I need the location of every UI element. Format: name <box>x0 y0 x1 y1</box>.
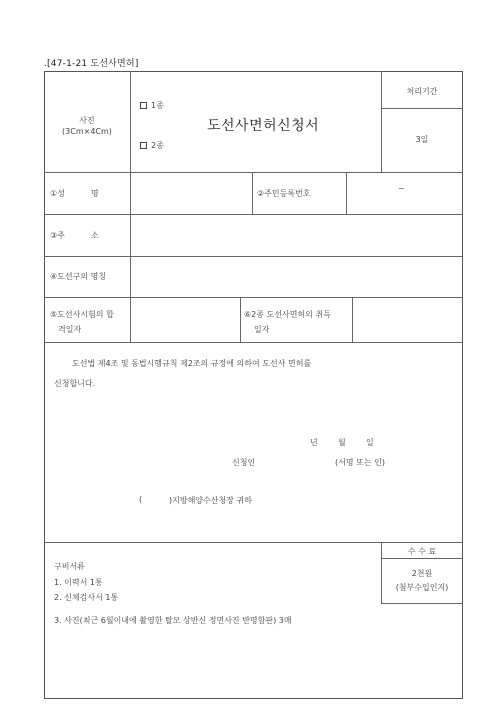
processing-label: 처리기간 <box>406 87 438 96</box>
form-frame <box>44 71 463 699</box>
checkbox-icon <box>140 142 147 149</box>
divider <box>44 172 463 173</box>
divider <box>44 542 463 543</box>
photo-size: (3Cm×4Cm) <box>62 127 112 136</box>
addressee-office-input[interactable] <box>145 492 169 506</box>
divider <box>346 172 347 214</box>
name-label: ①성 명 <box>50 189 99 198</box>
resident-no-label: ②주민등록번호 <box>257 189 311 198</box>
docs-title: 구비서류 <box>54 562 85 571</box>
doc-item-2: 2. 신체검사서 1통 <box>54 593 119 602</box>
license-date-label: ⑥2종 도선사면허의 취득 일자 <box>244 310 331 334</box>
processing-value: 3일 <box>415 135 429 144</box>
divider <box>381 108 463 109</box>
address-label: ③주 소 <box>50 231 99 240</box>
resident-no-field[interactable]: ~ <box>398 184 405 193</box>
pilot-area-label: ④도선구의 명칭 <box>50 272 107 281</box>
form-reference: .[47-1-21 도선사면허] <box>44 59 139 69</box>
addressee: )지방해양수산청장 귀하 <box>169 496 252 505</box>
signature-note: (서명 또는 인) <box>335 458 385 467</box>
fee-label: 수 수 료 <box>407 547 437 556</box>
exam-pass-date-label: ⑤도선사시험의 합 격일자 <box>50 310 114 334</box>
divider <box>381 603 463 604</box>
doc-item-1: 1. 이력서 1통 <box>54 578 103 587</box>
fee-amount: 2천원 <box>411 569 433 578</box>
pilot-area-field[interactable] <box>131 257 462 296</box>
divider <box>252 172 253 214</box>
option-1-checkbox[interactable]: 1종 <box>140 100 164 111</box>
license-date-field[interactable] <box>353 298 462 341</box>
address-field[interactable] <box>131 215 462 255</box>
form-title: 도선사면허신청서 <box>207 118 320 134</box>
addressee-paren: ( <box>139 495 143 504</box>
statement-line-2: 신청합니다. <box>54 379 96 388</box>
statement-line-1: 도선법 제4조 및 동법시행규칙 제2조의 규정에 의하여 도선사 면허를 <box>72 359 312 368</box>
date-month: 월 <box>338 438 346 447</box>
applicant-label: 신청인 <box>232 458 256 467</box>
checkbox-icon <box>140 102 147 109</box>
exam-pass-date-field[interactable] <box>131 298 239 341</box>
date-day: 일 <box>366 438 374 447</box>
name-field[interactable] <box>131 173 251 213</box>
doc-item-3: 3. 사진(최근 6월이내에 촬영한 탈모 상반신 정면사진 반명함판) 3매 <box>54 616 292 625</box>
option-2-checkbox[interactable]: 2종 <box>140 140 164 151</box>
divider <box>44 342 463 343</box>
divider <box>381 558 463 559</box>
divider <box>240 297 241 342</box>
photo-label: 사진 <box>79 116 95 125</box>
date-year: 년 <box>310 438 318 447</box>
fee-note: (첨부수입인지) <box>395 583 449 592</box>
